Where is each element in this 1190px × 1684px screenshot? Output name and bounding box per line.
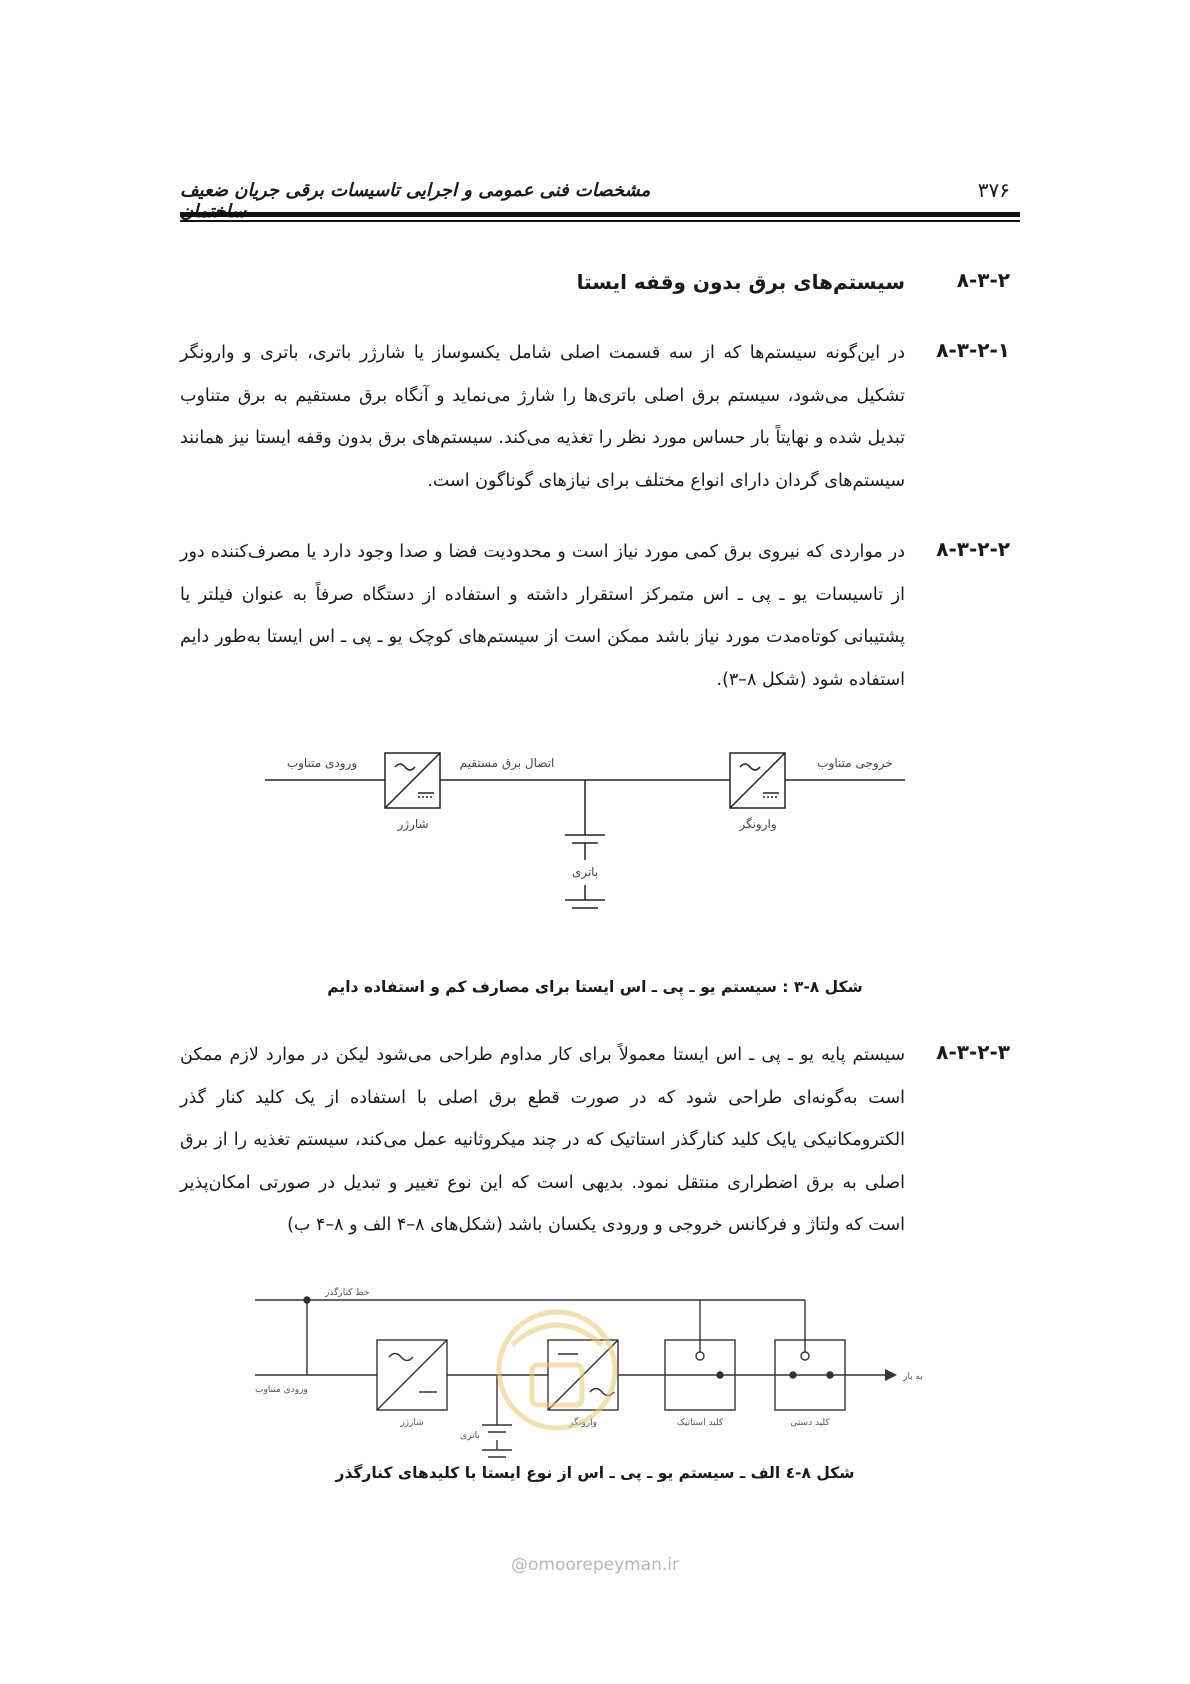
fig1-battery-label: باتری <box>571 865 599 879</box>
header-rule-thin <box>180 220 1020 222</box>
fig1-dc-link-label: اتصال برق مستقیم <box>459 756 555 770</box>
header-rule-thick <box>180 212 1020 217</box>
figure-1-caption: شکل ۸-۳ : سیستم یو ـ پی ـ اس ایستا برای مصارف کم و استفاده دایم <box>327 978 863 996</box>
fig1-inverter-label: وارونگر <box>739 817 777 831</box>
fig2-manual-switch-label: کلید دستی <box>790 1418 830 1428</box>
output-arrow-icon <box>885 1369 897 1381</box>
watermark-seal-icon <box>482 1290 632 1450</box>
fig2-charger-label: شارژر <box>400 1418 424 1428</box>
fig2-bypass-line-label: خط کنارگذر <box>325 1288 370 1298</box>
fig1-ac-input-label: ورودی متناوب <box>286 756 358 770</box>
watermark-website: @omoorepeyman.ir <box>510 1555 680 1575</box>
section-number: ۸-۳-۲ <box>956 268 1010 292</box>
fig2-battery-label: باتری <box>460 1431 480 1441</box>
running-header-title: مشخصات فنی عمومی و اجرایی تاسیسات برقی جریان ضعیف <box>180 180 651 201</box>
figure-2-caption: شکل ۸-٤ الف ـ سیستم یو ـ پی ـ اس از نوع ایستا با کلیدهای کنارگذر <box>335 1464 855 1482</box>
fig2-to-load-label: به بار <box>903 1372 923 1382</box>
figure-1-diagram <box>260 735 910 925</box>
paragraph-1-number: ۸-۳-۲-۱ <box>936 338 1010 362</box>
page-number: ۳۷۶ <box>977 178 1010 202</box>
fig1-ac-output-label: خروجی متناوب <box>817 756 893 770</box>
section-title: سیستم‌های برق بدون وقفه ایستا <box>576 270 905 294</box>
paragraph-3-number: ۸-۳-۲-۳ <box>936 1040 1010 1064</box>
fig2-static-switch-label: کلید استاتیک <box>676 1418 724 1428</box>
paragraph-2-text: در مواردی که نیروی برق کمی مورد نیاز است و محدودیت فضا و صدا وجود دارد یا مصرف‌کننده دور از تاسیسات یو ـ پی ـ اس متمرکز استقرار داشته و استفاده از دستگاه صرفاً به عنوان فیلتر یا پشتیبانی کوتاه‌مدت مورد نیاز باشد ممکن است از سیستم‌های کوچک یو ـ پی ـ اس ایستا به‌طور دایم استفاده شود (شکل ۸–۳). <box>180 542 905 690</box>
fig1-charger-label: شارژر <box>397 817 429 831</box>
fig2-inverter-label: وارونگر <box>569 1418 597 1428</box>
paragraph-3-text: سیستم پایه یو ـ پی ـ اس ایستا معمولاً برای کار مداوم طراحی می‌شود لیکن در موارد لازم ممکن است به‌گونه‌ای طراحی شود که در صورت قطع برق اصلی با استفاده از یک کلید کنار گذر الکترومکانیکی یایک کلید کنارگذر استاتیک که در چند میکروثانیه عمل می‌کند، سیستم تغذیه را از برق اصلی به برق اضطراری منتقل نمود. بدیهی است که این نوع تغییر و تبدیل در صورتی امکان‌پذیر است که ولتاژ و فرکانس خروجی و ورودی یکسان باشد (شکل‌های ۸–۴ الف و ۸–۴ ب) <box>180 1045 905 1235</box>
fig2-ac-input-label: ورودی متناوب <box>255 1385 308 1395</box>
paragraph-1-text: در این‌گونه سیستم‌ها که از سه قسمت اصلی شامل یکسوساز یا شارژر باتری، باتری و وارونگر تشکیل می‌شود، سیستم برق اصلی باتری‌ها را شارژ می‌نماید و آنگاه برق مستقیم به برق متناوب تبدیل شده و نهایتاً بار حساس مورد نظر را تغذیه می‌کند. سیستم‌های برق بدون وقفه ایستا نیز همانند سیستم‌های گردان دارای انواع مختلف برای نیازهای گوناگون است. <box>180 343 905 491</box>
paragraph-2-number: ۸-۳-۲-۲ <box>936 537 1010 561</box>
